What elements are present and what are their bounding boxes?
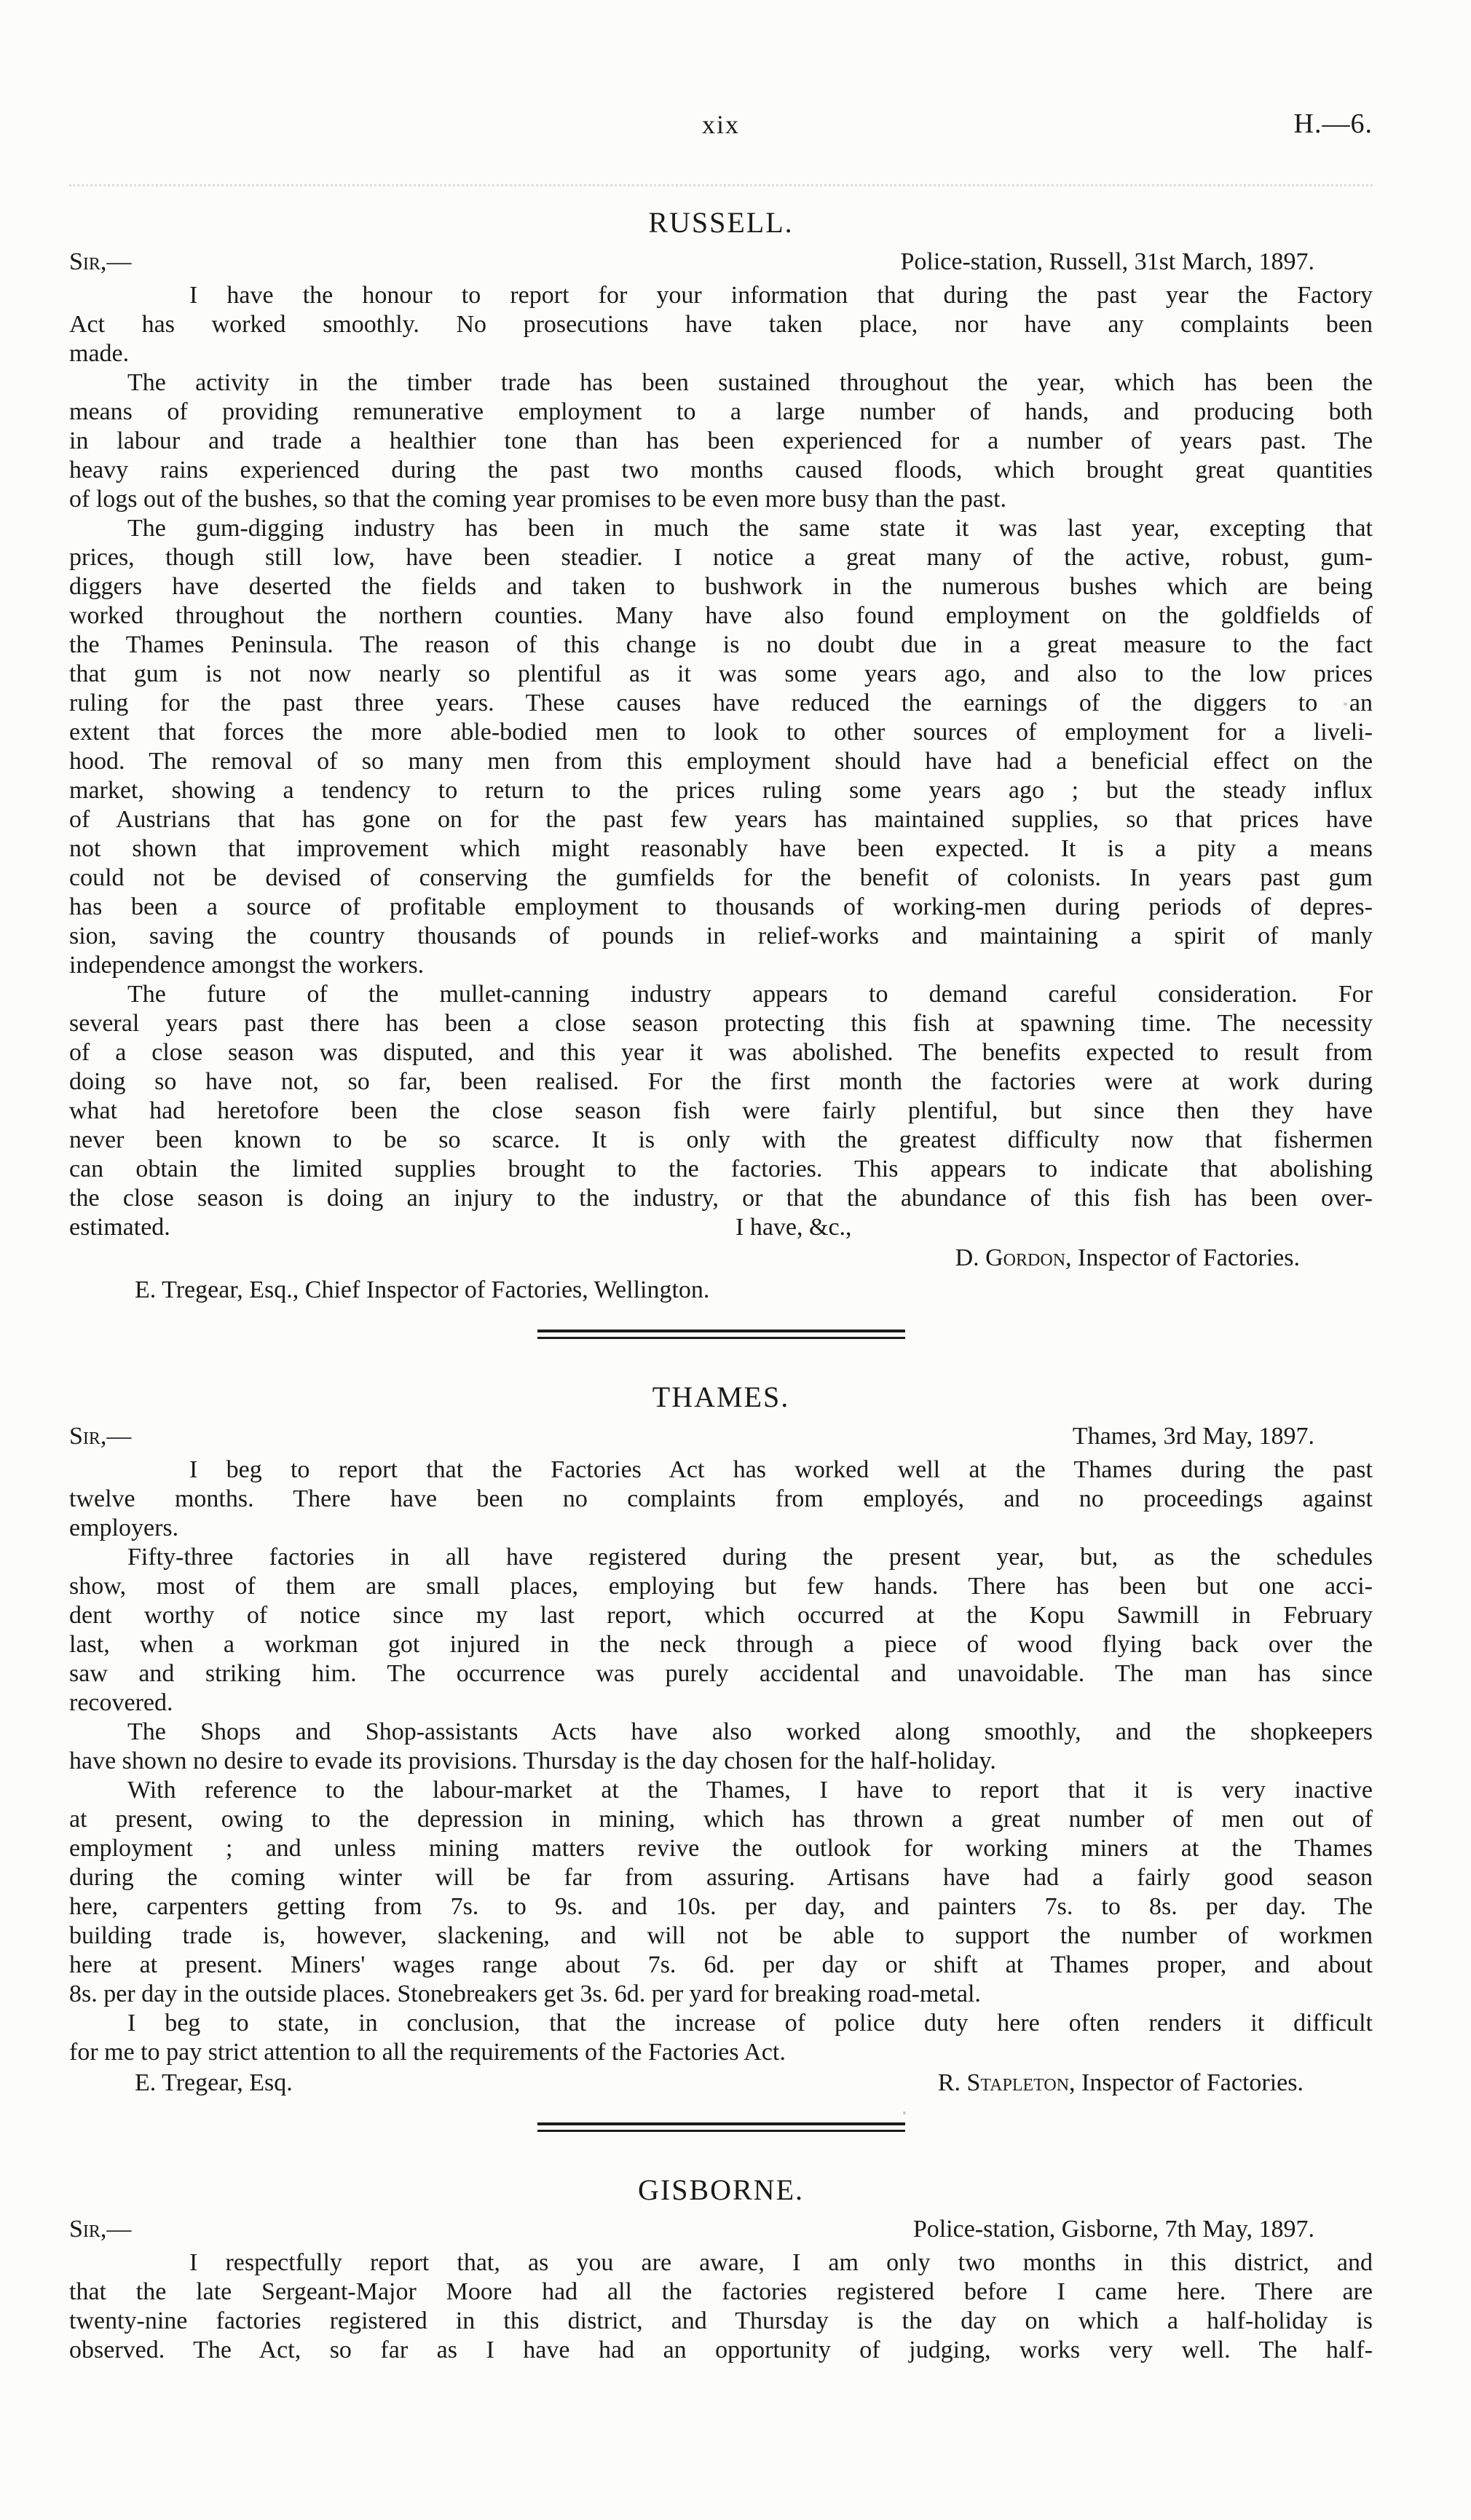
text-line: prices, though still low, have been steadier. I notice a great many of the active, robust, gum- — [69, 544, 1373, 571]
text-line: made. — [69, 340, 130, 367]
text-line: can obtain the limited supplies brought to the factories. This appears to indicate that abolishing — [69, 1156, 1373, 1182]
scan-artifact — [69, 184, 1373, 186]
text-line: that gum is not now nearly so plentiful as it was some years ago, and also to the low prices — [69, 660, 1373, 687]
text-line: never been known to be so scarce. It is only with the greatest difficulty now that fishermen — [69, 1126, 1373, 1153]
signature-name: D. Gordon — [955, 1244, 1066, 1271]
text-line: not shown that improvement which might reasonably have been expected. It is a pity a means — [69, 835, 1373, 862]
text-line: that the late Sergeant-Major Moore had all the factories registered before I came here. There are — [69, 2278, 1373, 2305]
text-line: means of providing remunerative employment to a large number of hands, and producing both — [69, 398, 1373, 425]
signature — [69, 1242, 1373, 1274]
text-line: extent that forces the more able-bodied men to look to other sources of employment for a liveli- — [69, 719, 1373, 746]
text-line: of Austrians that has gone on for the past few years has maintained supplies, so that prices have — [69, 806, 1373, 833]
text-line: heavy rains experienced during the past two months caused floods, which brought great quantities — [69, 457, 1373, 483]
text-line: The activity in the timber trade has been sustained throughout the year, which has been the — [127, 369, 1373, 396]
text-line: have shown no desire to evade its provisions. Thursday is the day chosen for the half-holiday. — [69, 1747, 996, 1774]
text-line: observed. The Act, so far as I have had an opportunity of judging, works very well. The half- — [69, 2337, 1373, 2363]
text-line: at present, owing to the depression in mining, which has thrown a great number of men out of — [69, 1806, 1373, 1833]
section-heading: THAMES. — [652, 1381, 790, 1413]
text-line: building trade is, however, slackening, and will not be able to support the number of workmen — [69, 1922, 1373, 1949]
paragraph — [69, 2009, 1373, 2067]
signature-title: , Inspector of Factories. — [1065, 1244, 1300, 1271]
section-divider — [537, 2122, 905, 2132]
text-line: twelve months. There have been no complaints from employés, and no proceedings against — [69, 1485, 1373, 1512]
dateline: Police-station, Gisborne, 7th May, 1897. — [912, 2216, 1314, 2243]
text-line: doing so have not, so far, been realised. For the first month the factories were at work during — [69, 1068, 1373, 1095]
text-line: several years past there has been a close season protecting this fish at spawning time. The necessity — [69, 1010, 1373, 1037]
salutation: Sir,— — [69, 248, 132, 275]
text-line: saw and striking him. The occurrence was purely accidental and unavoidable. The man has since — [69, 1660, 1373, 1687]
text-line: the Thames Peninsula. The reason of this change is no doubt due in a great measure to the fact — [69, 631, 1373, 658]
page-number: xix — [701, 110, 740, 139]
text-line: The gum-digging industry has been in much the same state it was last year, excepting that — [127, 515, 1373, 542]
paragraph — [69, 980, 1373, 1213]
signature-name: R. Stapleton — [937, 2069, 1070, 2096]
text-line: market, showing a tendency to return to the prices ruling some years ago ; but the steady influx — [69, 777, 1373, 804]
paragraph — [69, 1776, 1373, 2009]
paragraph — [69, 1718, 1373, 1776]
dateline: Police-station, Russell, 31st March, 1897. — [900, 248, 1314, 275]
text-line: I beg to state, in conclusion, that the increase of police duty here often renders it difficult — [127, 2010, 1373, 2037]
paragraph — [69, 514, 1373, 980]
signature-row — [69, 2067, 1373, 2099]
page-content — [69, 0, 1373, 2365]
text-line: employment ; and unless mining matters revive the outlook for working miners at the Thames — [69, 1835, 1373, 1862]
section-divider — [537, 1330, 905, 1339]
signature — [938, 2067, 1304, 2099]
text-line: twenty-nine factories registered in this district, and Thursday is the day on which a half-holiday is — [69, 2307, 1373, 2334]
text-line: diggers have deserted the fields and taken to bushwork in the numerous bushes which are being — [69, 573, 1373, 600]
text-line: I beg to report that the Factories Act has worked well at the Thames during the past — [189, 1456, 1373, 1483]
paragraph — [69, 368, 1373, 514]
text-line: what had heretofore been the close season fish were fairly plentiful, but since then they have — [69, 1097, 1373, 1124]
valediction: I have, &c., — [736, 1214, 852, 1241]
section-heading: GISBORNE. — [637, 2173, 805, 2206]
text-line: has been a source of profitable employment to thousands of working-men during periods of depres- — [69, 893, 1373, 920]
text-line: the close season is doing an injury to the industry, or that the abundance of this fish has been over- — [69, 1185, 1373, 1212]
letter-thames — [69, 1380, 1373, 2099]
signature-title: , Inspector of Factories. — [1069, 2069, 1304, 2096]
scan-speck — [466, 2050, 469, 2053]
dateline: Thames, 3rd May, 1897. — [1072, 1423, 1314, 1450]
text-line: hood. The removal of so many men from this employment should have had a beneficial effect on the — [69, 748, 1373, 775]
text-line: during the coming winter will be far from assuring. Artisans have had a fairly good season — [69, 1864, 1373, 1891]
text-line: worked throughout the northern counties. Many have also found employment on the goldfields of — [69, 602, 1373, 629]
text-line: I respectfully report that, as you are aware, I am only two months in this district, and — [189, 2249, 1373, 2276]
scan-speck — [903, 2112, 906, 2114]
text-line: employers. — [69, 1514, 179, 1541]
text-line: Fifty-three factories in all have registered during the present year, but, as the schedules — [127, 1544, 1373, 1571]
paragraph — [69, 1543, 1373, 1718]
salutation: Sir,— — [69, 1423, 132, 1450]
letter-gisborne — [69, 2173, 1373, 2365]
text-line: here at present. Miners' wages range about 7s. 6d. per day or shift at Thames proper, and about — [69, 1951, 1373, 1978]
text-line: here, carpenters getting from 7s. to 9s. and 10s. per day, and painters 7s. to 8s. per day. The — [69, 1893, 1373, 1920]
text-line: last, when a workman got injured in the neck through a piece of wood flying back over the — [69, 1631, 1373, 1658]
sections — [69, 205, 1373, 2365]
closing-left-text: estimated. — [69, 1214, 170, 1241]
text-line: sion, saving the country thousands of pounds in relief-works and maintaining a spirit of manly — [69, 923, 1373, 949]
page-header — [69, 109, 1373, 144]
text-line: could not be devised of conserving the gumfields for the benefit of colonists. In years past gum — [69, 864, 1373, 891]
text-line: of a close season was disputed, and this year it was abolished. The benefits expected to result from — [69, 1039, 1373, 1066]
salutation: Sir,— — [69, 2216, 132, 2243]
paragraph — [69, 2248, 1373, 2365]
text-line: recovered. — [69, 1689, 173, 1716]
document-reference: H.—6. — [1293, 108, 1373, 139]
addressee: E. Tregear, Esq., Chief Inspector of Factories, Wellington. — [135, 1276, 710, 1303]
text-line: ruling for the past three years. These causes have reduced the earnings of the diggers to an — [69, 690, 1373, 716]
letter-russell — [69, 205, 1373, 1306]
text-line: With reference to the labour-market at the Thames, I have to report that it is very inactive — [127, 1777, 1373, 1804]
scan-speck — [1344, 703, 1347, 706]
salutation-row — [69, 1421, 1373, 1455]
salutation-row — [69, 246, 1373, 281]
text-line: The future of the mullet-canning industry appears to demand careful consideration. For — [127, 981, 1373, 1008]
paragraph — [69, 1455, 1373, 1543]
closing-line — [69, 1213, 1373, 1242]
text-line: in labour and trade a healthier tone than has been experienced for a number of years past. The — [69, 427, 1373, 454]
text-line: Act has worked smoothly. No prosecutions have taken place, nor have any complaints been — [69, 311, 1373, 338]
text-line: independence amongst the workers. — [69, 952, 425, 979]
text-line: show, most of them are small places, employing but few hands. There has been but one acci- — [69, 1573, 1373, 1600]
salutation-row — [69, 2213, 1373, 2248]
text-line: dent worthy of notice since my last report, which occurred at the Kopu Sawmill in February — [69, 1602, 1373, 1629]
text-line: The Shops and Shop-assistants Acts have also worked along smoothly, and the shopkeepers — [127, 1718, 1373, 1745]
text-line: of logs out of the bushes, so that the coming year promises to be even more busy than the past. — [69, 486, 1007, 513]
text-line: for me to pay strict attention to all the requirements of the Factories Act. — [69, 2039, 786, 2066]
addressee: E. Tregear, Esq. — [135, 2069, 293, 2096]
section-heading: RUSSELL. — [648, 206, 794, 239]
text-line: 8s. per day in the outside places. Stonebreakers get 3s. 6d. per yard for breaking road-metal. — [69, 1980, 981, 2007]
paragraph — [69, 281, 1373, 368]
text-line: I have the honour to report for your information that during the past year the Factory — [189, 282, 1373, 309]
